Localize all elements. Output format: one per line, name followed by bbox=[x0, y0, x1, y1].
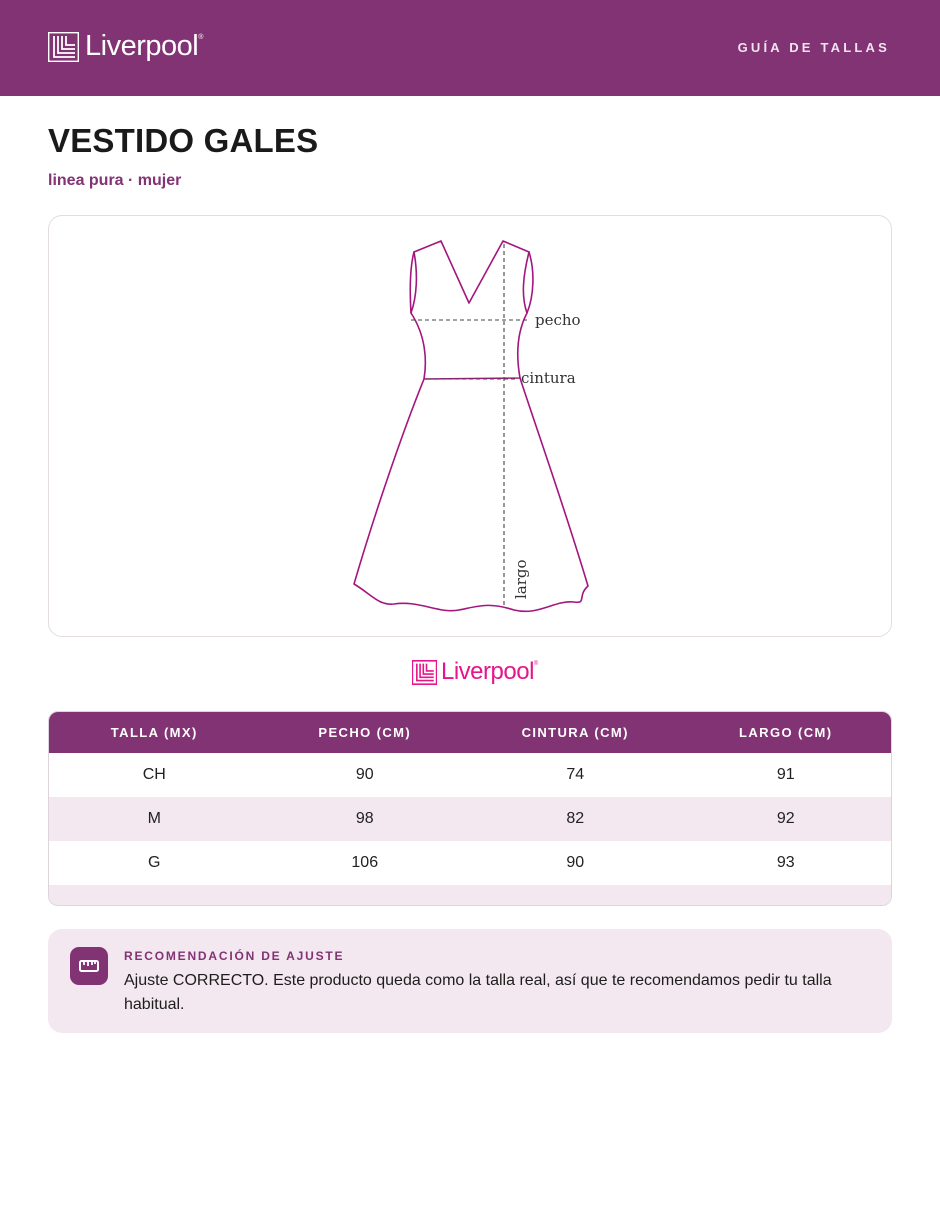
product-subtitle: linea pura · mujer bbox=[48, 172, 182, 189]
cell-length: 92 bbox=[776, 810, 795, 827]
cell-size: CH bbox=[142, 766, 166, 783]
dress-skirt-outline bbox=[354, 378, 588, 611]
table-row bbox=[49, 841, 891, 885]
product-title: VESTIDO GALES bbox=[48, 122, 319, 159]
cell-chest: 98 bbox=[355, 810, 374, 827]
cell-size: G bbox=[148, 854, 161, 871]
header-label: GUÍA DE TALLAS bbox=[737, 40, 890, 55]
size-table bbox=[48, 711, 892, 906]
size-table-header bbox=[49, 712, 891, 753]
liverpool-logo[interactable] bbox=[48, 30, 203, 63]
dress-bodice-outline bbox=[411, 241, 529, 379]
brand-registered-mark: ® bbox=[533, 661, 539, 667]
dress-right-armhole bbox=[527, 252, 533, 313]
logo-wordmark: Liverpool bbox=[85, 30, 199, 62]
header-length: LARGO (CM) bbox=[739, 725, 833, 740]
recommendation-title: RECOMENDACIÓN DE AJUSTE bbox=[124, 949, 345, 963]
measurement-diagram bbox=[48, 215, 892, 637]
chest-label: pecho bbox=[535, 311, 581, 329]
table-footer-band bbox=[49, 885, 891, 906]
header-size: TALLA (MX) bbox=[110, 725, 198, 740]
cell-waist: 90 bbox=[566, 854, 585, 871]
liverpool-logo-icon bbox=[48, 32, 79, 62]
cell-length: 93 bbox=[776, 854, 795, 871]
cell-size: M bbox=[147, 810, 161, 827]
ruler-icon bbox=[70, 947, 108, 985]
header-waist: CINTURA (CM) bbox=[521, 725, 629, 740]
fit-recommendation bbox=[48, 929, 892, 1033]
cell-waist: 82 bbox=[566, 810, 585, 827]
length-label: largo bbox=[512, 559, 530, 599]
registered-mark: ® bbox=[198, 34, 204, 41]
brand-mark-wordmark: Liverpool bbox=[441, 658, 534, 685]
cell-length: 91 bbox=[776, 766, 795, 783]
table-row bbox=[49, 753, 891, 797]
liverpool-brand-mark bbox=[412, 658, 538, 686]
cell-waist: 74 bbox=[566, 766, 585, 783]
liverpool-mark-icon bbox=[412, 660, 437, 685]
header-chest: PECHO (CM) bbox=[318, 725, 412, 740]
table-row bbox=[49, 797, 891, 841]
dress-diagram bbox=[49, 216, 893, 638]
cell-chest: 106 bbox=[351, 854, 379, 871]
page-header bbox=[0, 0, 940, 96]
recommendation-text: Ajuste CORRECTO. Este producto queda como la talla real, así que te recomendamos pedir tu talla habitual. bbox=[124, 972, 832, 1013]
cell-chest: 90 bbox=[355, 766, 374, 783]
waist-label: cintura bbox=[521, 369, 576, 387]
